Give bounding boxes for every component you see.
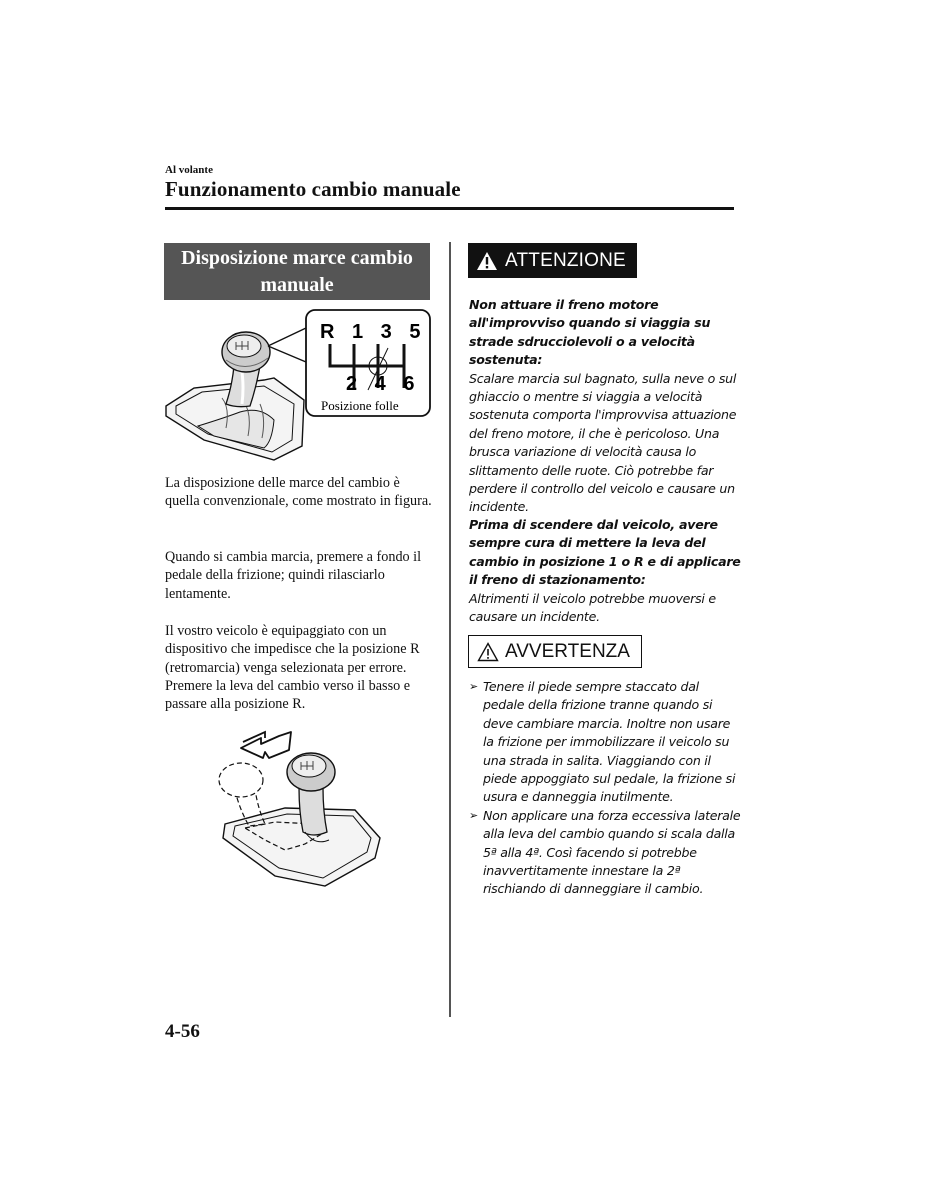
bullet-arrow-icon: ➢ bbox=[469, 808, 478, 822]
gear-bottom-row: 2 4 6 bbox=[346, 373, 421, 395]
gear-pattern-figure bbox=[164, 308, 432, 468]
warning-parking bbox=[469, 516, 741, 626]
paragraph-reverse-lockout: Il vostro veicolo è equipaggiato con un dispositivo che impedisce che la posizione R (retromarcia) venga selezionata per errore. Premere la leva del cambio verso il basso e passare alla posizione R. bbox=[165, 623, 420, 713]
paragraph-clutch: Quando si cambia marcia, premere a fondo il pedale della frizione; quindi rilasciarlo lentamente. bbox=[165, 549, 422, 602]
list-item: ➢ Non applicare una forza eccessiva laterale alla leva del cambio quando si scala dalla 5ª alla 4ª. Così facendo si potrebbe inavvertitamente innestare la 2ª rischiando di danneggiare il cambio. bbox=[469, 807, 741, 899]
caution-triangle-icon bbox=[477, 642, 499, 662]
title-rule bbox=[165, 207, 734, 210]
gear-top-row: R 1 3 5 bbox=[320, 321, 427, 343]
reverse-shift-figure bbox=[205, 728, 383, 890]
bullet-arrow-icon: ➢ bbox=[469, 680, 478, 693]
page-title: Funzionamento cambio manuale bbox=[165, 177, 461, 201]
paragraph-gear-layout: La disposizione delle marce del cambio è quella convenzionale, come mostrato in figura. bbox=[165, 475, 432, 510]
warning-parking-title: Prima di scendere dal veicolo, avere sempre cura di mettere la leva del cambio in posizione 1 o R e di applicare il freno di stazionamento: bbox=[469, 517, 741, 588]
avvertenza-label: AVVERTENZA bbox=[505, 640, 630, 662]
column-divider bbox=[449, 242, 451, 1017]
section-label: Al volante bbox=[165, 164, 213, 176]
attenzione-label: ATTENZIONE bbox=[505, 249, 626, 271]
avvertenza-header bbox=[468, 635, 642, 668]
warning-engine-brake-body: Scalare marcia sul bagnato, sulla neve o sul ghiaccio o mentre si viaggia a velocità sostenuta comporta l'improvvisa attuazione del freno motore, il che è pericoloso. Una brusca variazione di velocità causa lo slittamento delle ruote. Ciò potrebbe far perdere il controllo del veicolo e causare un incidente. bbox=[469, 370, 737, 515]
page-number: 4-56 bbox=[165, 1021, 200, 1042]
list-item: ➢ Tenere il piede sempre staccato dal pedale della frizione tranne quando si deve cambiare marcia. Inoltre non usare la frizione per immobilizzare il veicolo su una strada in salita. Viaggiando con il piede appoggiato sul pedale, la frizione si usura e danneggia inutilmente. bbox=[469, 678, 741, 807]
warning-engine-brake-title: Non attuare il freno motore all'improvviso quando si viaggia su strade sdrucciolevoli o a velocità sostenuta: bbox=[469, 297, 711, 368]
attenzione-header bbox=[468, 243, 637, 278]
push-arrow-icon bbox=[241, 732, 291, 758]
neutral-position-label: Posizione folle bbox=[321, 398, 399, 413]
warning-engine-brake bbox=[469, 296, 741, 517]
section-heading: Disposizione marce cambio manuale bbox=[164, 243, 430, 300]
caution-list bbox=[469, 678, 741, 899]
warning-triangle-icon bbox=[476, 251, 498, 271]
warning-parking-body: Altrimenti il veicolo potrebbe muoversi e causare un incidente. bbox=[469, 590, 716, 625]
